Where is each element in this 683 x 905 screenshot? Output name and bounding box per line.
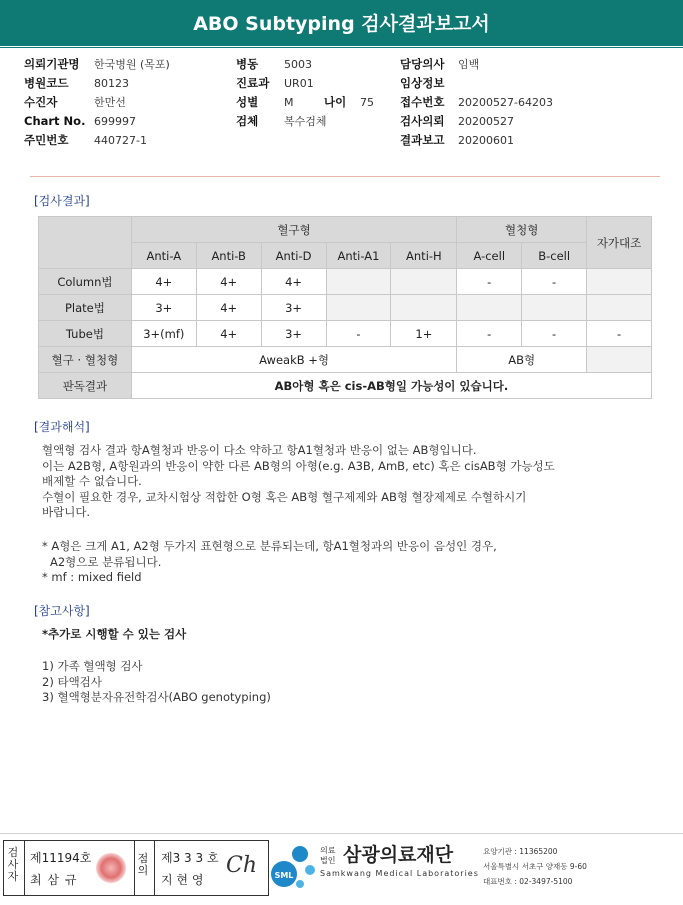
header-divider xyxy=(30,176,660,177)
table-corner xyxy=(39,217,132,269)
interpretation-line: 수혈이 필요한 경우, 교차시험상 적합한 O형 혹은 AB형 혈구제제와 AB형 혈장제제로 수혈하시기 xyxy=(42,489,527,504)
checker-label-char: 점 xyxy=(137,852,149,865)
title-rule xyxy=(0,47,683,48)
reference-heading: *추가로 시행할 수 있는 검사 xyxy=(42,627,187,641)
anti-a1-header: Anti-A1 xyxy=(326,243,391,269)
request-date-value: 20200527 xyxy=(458,115,514,128)
checker-label-char: 의 xyxy=(137,864,149,877)
anti-a-header: Anti-A xyxy=(131,243,196,269)
table-cell: 4+ xyxy=(261,269,326,295)
dept-label: 진료과 xyxy=(236,76,270,90)
note-line: A2형으로 분류됩니다. xyxy=(50,554,162,569)
interpretation-line: 이는 A2B형, A항원과의 반응이 약한 다른 AB형의 아형(e.g. A3B, AmB, etc) 혹은 cisAB형 가능성도 xyxy=(42,458,555,473)
table-cell: 1+ xyxy=(391,321,457,347)
org-label: 의뢰기관명 xyxy=(24,57,80,71)
table-row xyxy=(39,347,652,373)
examiner-vertical-label xyxy=(7,847,19,883)
doctor-value: 임백 xyxy=(458,58,480,71)
serum-type-result: AB형 xyxy=(457,347,587,373)
table-cell xyxy=(391,295,457,321)
ward-label: 병동 xyxy=(236,57,259,71)
chart-no-value: 699997 xyxy=(94,115,136,128)
patient-col3 xyxy=(400,55,553,150)
specimen-label: 검체 xyxy=(236,114,259,128)
corp-type-line: 의료 xyxy=(320,846,336,855)
type-row-label: 혈구 · 혈청형 xyxy=(39,347,132,373)
corp-type xyxy=(320,846,335,866)
table-cell xyxy=(587,269,652,295)
reference-section-title: [참고사항] xyxy=(34,604,90,618)
table-cell: - xyxy=(587,321,652,347)
corp-contact xyxy=(483,844,587,889)
checker-name: 지 현 영 xyxy=(161,873,204,887)
divider xyxy=(24,841,25,895)
anti-b-header: Anti-B xyxy=(196,243,261,269)
corp-address: 서울특별시 서초구 양재동 9-60 xyxy=(483,862,587,871)
table-cell: - xyxy=(457,269,522,295)
table-cell: - xyxy=(522,321,587,347)
corp-name: 삼광의료재단 xyxy=(343,844,454,866)
table-row xyxy=(39,373,652,399)
table-row xyxy=(39,269,652,295)
anti-h-header: Anti-H xyxy=(391,243,457,269)
sex-value: M xyxy=(284,96,294,109)
autocontrol-header: 자가대조 xyxy=(587,217,652,269)
b-cell-header: B-cell xyxy=(522,243,587,269)
interpretation-line: 바랍니다. xyxy=(42,505,91,519)
table-cell: 4+ xyxy=(196,321,261,347)
row-label-tube: Tube법 xyxy=(39,321,132,347)
report-title: ABO Subtyping 검사결과보고서 xyxy=(0,0,683,46)
hospital-code-value: 80123 xyxy=(94,77,129,90)
table-cell xyxy=(587,347,652,373)
interpretation-section-title: [결과해석] xyxy=(34,420,90,434)
table-cell: 4+ xyxy=(196,295,261,321)
checker-vertical-label xyxy=(137,853,149,877)
cell-type-result: AweakB +형 xyxy=(131,347,456,373)
resident-no-label: 주민번호 xyxy=(24,133,69,147)
examiner-label-char: 검 xyxy=(7,846,19,859)
divider xyxy=(134,841,135,895)
table-cell xyxy=(391,269,457,295)
list-item: 3) 혈액형분자유전학검사(ABO genotyping) xyxy=(42,690,271,704)
seal-stamp xyxy=(96,853,126,883)
table-cell: 4+ xyxy=(131,269,196,295)
examiner-label-char: 사 xyxy=(7,858,19,871)
a-cell-header: A-cell xyxy=(457,243,522,269)
corp-phone: 대표번호 : 02-3497-5100 xyxy=(483,877,573,886)
logo-text: SML xyxy=(274,871,294,880)
request-date-label: 검사의뢰 xyxy=(400,114,445,128)
age-label: 나이 xyxy=(324,95,347,109)
row-label-column: Column법 xyxy=(39,269,132,295)
patient-name-label: 수진자 xyxy=(24,95,58,109)
table-row xyxy=(39,321,652,347)
table-cell xyxy=(326,295,391,321)
note-line: * mf : mixed field xyxy=(42,570,142,584)
checker-no: 제3 3 3 호 xyxy=(161,851,219,865)
patient-col2 xyxy=(236,55,374,112)
resident-no-value: 440727-1 xyxy=(94,134,147,147)
receipt-no-label: 접수번호 xyxy=(400,95,445,109)
table-cell: 3+ xyxy=(131,295,196,321)
examiner-label-char: 자 xyxy=(7,870,19,883)
table-cell xyxy=(457,295,522,321)
table-cell xyxy=(522,295,587,321)
result-table xyxy=(38,216,652,399)
corp-type-line: 법인 xyxy=(320,856,336,865)
notes-text xyxy=(42,539,497,586)
table-cell: 3+ xyxy=(261,321,326,347)
chart-no-label: Chart No. xyxy=(24,114,86,128)
corp-english-name: Samkwang Medical Laboratories xyxy=(320,869,479,878)
table-cell: - xyxy=(326,321,391,347)
sml-logo-icon xyxy=(270,840,318,894)
result-section-title: [검사결과] xyxy=(34,194,90,208)
serum-type-group-header: 혈청형 xyxy=(457,217,587,243)
cell-type-group-header: 혈구형 xyxy=(131,217,456,243)
table-cell: 3+(mf) xyxy=(131,321,196,347)
specimen-row xyxy=(236,112,327,131)
table-cell: - xyxy=(457,321,522,347)
table-cell: 4+ xyxy=(196,269,261,295)
signature: Ch xyxy=(226,853,258,878)
sex-label: 성별 xyxy=(236,95,259,109)
ward-value: 5003 xyxy=(284,58,312,71)
list-item: 2) 타액검사 xyxy=(42,674,102,689)
judge-label: 판독결과 xyxy=(39,373,132,399)
age-value: 75 xyxy=(360,96,374,109)
report-date-label: 결과보고 xyxy=(400,133,445,147)
examiner-name: 최 삼 규 xyxy=(30,873,78,887)
interpretation-line: 혈액형 검사 결과 항A혈청과 반응이 다소 약하고 항A1혈청과 반응이 없는 AB형입니다. xyxy=(42,443,477,457)
receipt-no-value: 20200527-64203 xyxy=(458,96,553,109)
examiner-no: 제11194호 xyxy=(30,851,92,865)
anti-d-header: Anti-D xyxy=(261,243,326,269)
hospital-code-label: 병원코드 xyxy=(24,76,69,90)
note-line: * A형은 크게 A1, A2형 두가지 표현형으로 분류되는데, 항A1혈청과의 반응이 음성인 경우, xyxy=(42,539,497,553)
dept-value: UR01 xyxy=(284,77,314,90)
org-value: 한국병원 (목포) xyxy=(94,58,170,71)
table-cell: - xyxy=(522,269,587,295)
report-date-value: 20200601 xyxy=(458,134,514,147)
table-row xyxy=(39,295,652,321)
judge-result: AB아형 혹은 cis-AB형일 가능성이 있습니다. xyxy=(131,373,651,399)
specimen-value: 복수검체 xyxy=(284,115,327,128)
interpretation-text xyxy=(42,443,555,521)
reference-list xyxy=(42,659,271,706)
row-label-plate: Plate법 xyxy=(39,295,132,321)
patient-col1 xyxy=(24,55,170,150)
patient-name-value: 한만선 xyxy=(94,96,126,109)
table-cell xyxy=(326,269,391,295)
clinical-info-label: 임상정보 xyxy=(400,76,445,90)
doctor-label: 담당의사 xyxy=(400,57,445,71)
interpretation-line: 배제할 수 없습니다. xyxy=(42,474,142,488)
signature-box xyxy=(3,840,269,896)
table-cell: 3+ xyxy=(261,295,326,321)
org-number: 요양기관 : 11365200 xyxy=(483,847,558,856)
table-cell xyxy=(587,295,652,321)
footer xyxy=(0,833,683,905)
list-item: 1) 가족 혈액형 검사 xyxy=(42,659,143,673)
divider xyxy=(154,841,155,895)
